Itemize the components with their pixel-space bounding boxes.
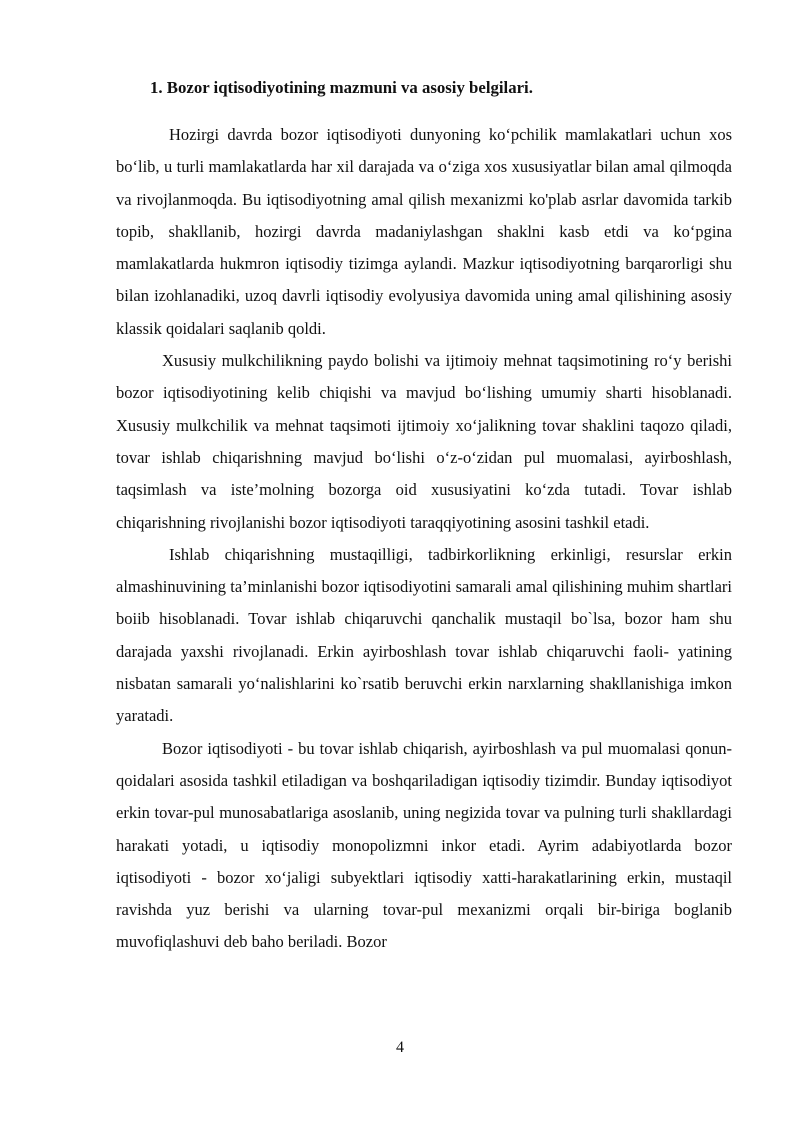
paragraph-1: Hozirgi davrda bozor iqtisodiyoti dunyoning ko‘pchilik mamlakatlari uchun xos bo‘lib, u turli mamlakatlarda har xil darajada va o‘ziga xos xususiyatlar bilan amal qilmoqda va rivojlanmoqda. Bu iqtisodiyotning amal qilish mexanizmi ko'plab asrlar davomida tarkib topib, shakllanib, hozirgi davrda madaniylashgan shaklni kasb etdi va ko‘pgina mamlakatlarda hukmron iqtisodiy tizimga aylandi. Mazkur iqtisodiyotning barqarorligi shu bilan izohlanadiki, uzoq davrli iqtisodiy evolyusiya davomida uning amal qilishining asosiy klassik qoidalari saqlanib qoldi. (116, 125, 732, 338)
body-text (116, 119, 732, 959)
paragraph-4: Bozor iqtisodiyoti - bu tovar ishlab chiqarish, ayirboshlash va pul muomalasi qonun-qoidalari asosida tashkil etiladigan va boshqariladigan iqtisodiy tizimdir. Bunday iqtisodiyot erkin tovar-pul munosabatlariga asoslanib, uning negizida tovar va pulning turli shakllardagi harakati yotadi, u iqtisodiy monopolizmni inkor etadi. Ayrim adabiyotlarda bozor iqtisodiyoti - bozor xo‘jaligi subyektlari iqtisodiy xatti-harakatlarining erkin, mustaqil ravishda yuz berishi va ularning tovar-pul mexanizmi orqali bir-biriga boglanib muvofiqlashuvi deb baho beriladi. Bozor (116, 738, 732, 952)
paragraph-3: Ishlab chiqarishning mustaqilligi, tadbirkorlikning erkinligi, resurslar erkin almashinuvining ta’minlanishi bozor iqtisodiyotini samarali amal qilishining muhim shartlari boiib hisoblanadi. Tovar ishlab chiqaruvchi qanchalik mustaqil bo`lsa, bozor ham shu darajada yaxshi rivojlanadi. Erkin ayirboshlash tovar ishlab chiqaruvchi faoli- yatining nisbatan samarali yo‘nalishlarini ko`rsatib beruvchi erkin narxlarning shakllanishiga imkon yaratadi. (116, 544, 732, 726)
section-heading: 1. Bozor iqtisodiyotining mazmuni va asosiy belgilari. (150, 78, 533, 97)
page-number: 4 (396, 1039, 404, 1056)
paragraph-2: Xususiy mulkchilikning paydo bolishi va ijtimoiy mehnat taqsimotining ro‘y berishi bozor iqtisodiyotining kelib chiqishi va mavjud bo‘lishing umumiy sharti hisoblanadi. Xususiy mulkchilik va mehnat taqsimoti ijtimoiy xo‘jalikning tovar shaklini taqozo qiladi, tovar ishlab chiqarishning mavjud bo‘lishi o‘z-o‘zidan pul muomalasi, ayirboshlash, taqsimlash va iste’molning bozorga oid xususiyatini ko‘zda tutadi. Tovar ishlab chiqarishning rivojlanishi bozor iqtisodiyoti taraqqiyotining asosini tashkil etadi. (116, 351, 732, 532)
